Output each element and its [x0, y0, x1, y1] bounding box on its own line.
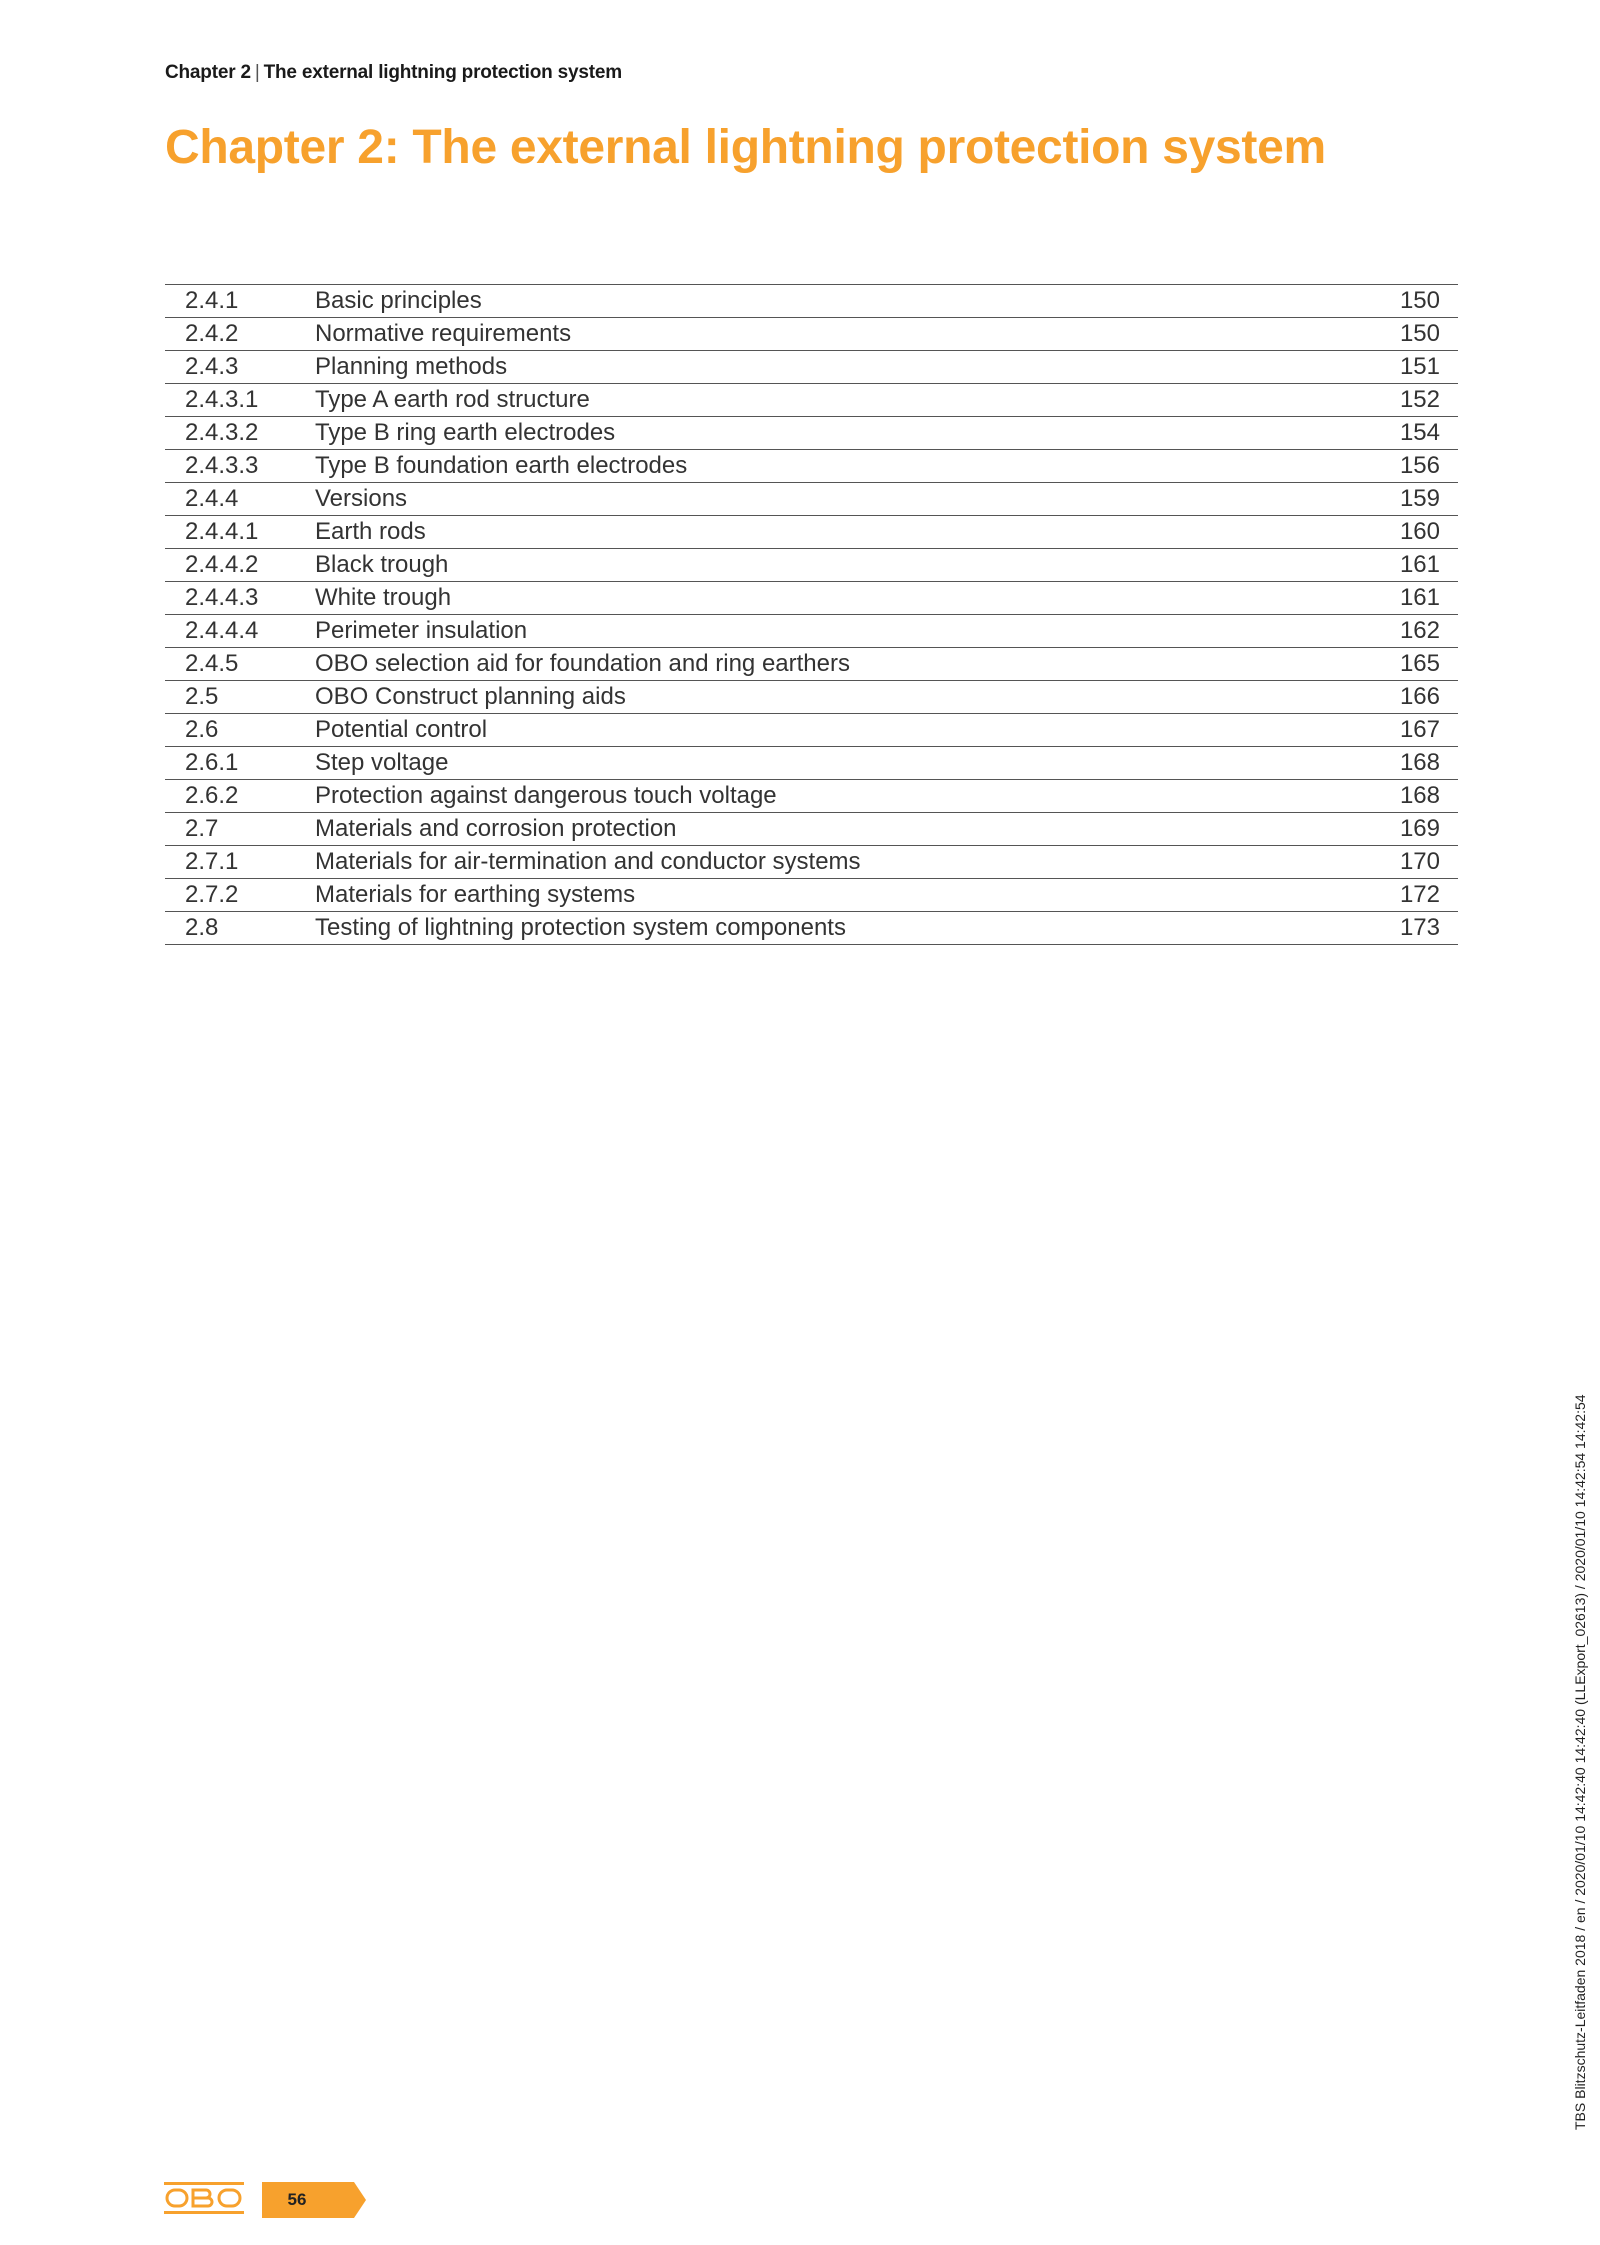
toc-row	[165, 549, 1458, 582]
toc-row	[165, 846, 1458, 879]
toc-number: 2.4.4.4	[185, 617, 259, 644]
toc-number: 2.6	[185, 716, 219, 743]
toc-entry-title: Protection against dangerous touch voltage	[315, 782, 777, 809]
toc-page-number: 161	[1399, 551, 1440, 578]
toc-number: 2.4.4	[185, 485, 239, 512]
toc-entry-title: Step voltage	[315, 749, 449, 776]
toc-page-number: 154	[1399, 419, 1440, 446]
toc-row	[165, 582, 1458, 615]
toc-entry-title: Planning methods	[315, 353, 508, 380]
page-number: 56	[287, 2190, 307, 2209]
toc-number: 2.7.1	[185, 848, 239, 875]
toc-entry-title: Materials for earthing systems	[315, 881, 636, 908]
toc-entry-title: Potential control	[315, 716, 488, 743]
toc-entry-title: Materials and corrosion protection	[315, 815, 677, 842]
toc-entry-title: Earth rods	[315, 518, 426, 545]
toc-page-number: 173	[1399, 914, 1440, 941]
toc-row	[165, 285, 1458, 318]
toc-number: 2.4.3.3	[185, 452, 259, 479]
toc-page-number: 167	[1399, 716, 1440, 743]
toc-row	[165, 450, 1458, 483]
toc-page-number: 150	[1399, 320, 1440, 347]
toc-row	[165, 912, 1458, 945]
toc-page-number: 150	[1399, 287, 1440, 314]
toc-row	[165, 351, 1458, 384]
toc-row	[165, 615, 1458, 648]
toc-row	[165, 417, 1458, 450]
toc-row	[165, 318, 1458, 351]
toc-entry-title: Type B foundation earth electrodes	[315, 452, 688, 479]
toc-entry-title: Versions	[315, 485, 408, 512]
toc-number: 2.4.1	[185, 287, 239, 314]
toc-entry-title: Testing of lightning protection system components	[315, 914, 846, 941]
toc-number: 2.5	[185, 683, 219, 710]
toc-page-number: 165	[1399, 650, 1440, 677]
toc-row	[165, 384, 1458, 417]
toc-page-number: 168	[1399, 749, 1440, 776]
toc-page-number: 172	[1399, 881, 1440, 908]
toc-page-number: 162	[1399, 617, 1440, 644]
toc-entry-title: Type B ring earth electrodes	[315, 419, 616, 446]
toc-page-number: 166	[1399, 683, 1440, 710]
toc-number: 2.6.1	[185, 749, 239, 776]
running-head-separator: |	[254, 62, 260, 83]
toc-page-number: 169	[1399, 815, 1440, 842]
toc-number: 2.4.3.1	[185, 386, 259, 413]
toc-row	[165, 813, 1458, 846]
toc-number: 2.6.2	[185, 782, 239, 809]
toc-number: 2.4.4.1	[185, 518, 259, 545]
running-head	[165, 62, 622, 84]
toc-row	[165, 780, 1458, 813]
obo-logo-icon	[164, 2182, 244, 2214]
toc-page-number: 159	[1399, 485, 1440, 512]
toc-page-number: 161	[1399, 584, 1440, 611]
toc-number: 2.4.2	[185, 320, 239, 347]
toc-number: 2.4.3.2	[185, 419, 259, 446]
toc-entry-title: Perimeter insulation	[315, 617, 528, 644]
toc-page-number: 151	[1399, 353, 1440, 380]
toc-number: 2.7.2	[185, 881, 239, 908]
toc-number: 2.8	[185, 914, 219, 941]
toc-entry-title: Black trough	[315, 551, 449, 578]
toc-row	[165, 483, 1458, 516]
running-head-section: The external lightning protection system	[263, 62, 622, 83]
toc-page-number: 170	[1399, 848, 1440, 875]
table-of-contents	[165, 284, 1458, 945]
toc-row	[165, 879, 1458, 912]
toc-page-number: 156	[1399, 452, 1440, 479]
toc-number: 2.4.3	[185, 353, 239, 380]
toc-page-number: 160	[1399, 518, 1440, 545]
toc-page-number: 152	[1399, 386, 1440, 413]
toc-entry-title: Normative requirements	[315, 320, 572, 347]
toc-row	[165, 516, 1458, 549]
chapter-title: Chapter 2: The external lightning protection system	[165, 121, 1326, 174]
toc-row	[165, 681, 1458, 714]
toc-page-number: 168	[1399, 782, 1440, 809]
running-head-chapter: Chapter 2	[165, 62, 251, 83]
toc-entry-title: Type A earth rod structure	[315, 386, 590, 413]
toc-row	[165, 714, 1458, 747]
toc-number: 2.7	[185, 815, 219, 842]
toc-entry-title: Basic principles	[315, 287, 482, 314]
toc-number: 2.4.4.2	[185, 551, 259, 578]
export-side-note: TBS Blitzschutz-Leitfaden 2018 / en / 2020/01/10 14:42:40 14:42:40 (LLExport_02613) / 2020/01/10 14:42:54 14:42:54	[1572, 1394, 1588, 2130]
toc-row	[165, 747, 1458, 780]
toc-row	[165, 648, 1458, 681]
toc-entry-title: White trough	[315, 584, 452, 611]
toc-entry-title: OBO selection aid for foundation and ring earthers	[315, 650, 850, 677]
toc-entry-title: Materials for air-termination and conductor systems	[315, 848, 861, 875]
toc-entry-title: OBO Construct planning aids	[315, 683, 626, 710]
toc-number: 2.4.5	[185, 650, 239, 677]
toc-number: 2.4.4.3	[185, 584, 259, 611]
